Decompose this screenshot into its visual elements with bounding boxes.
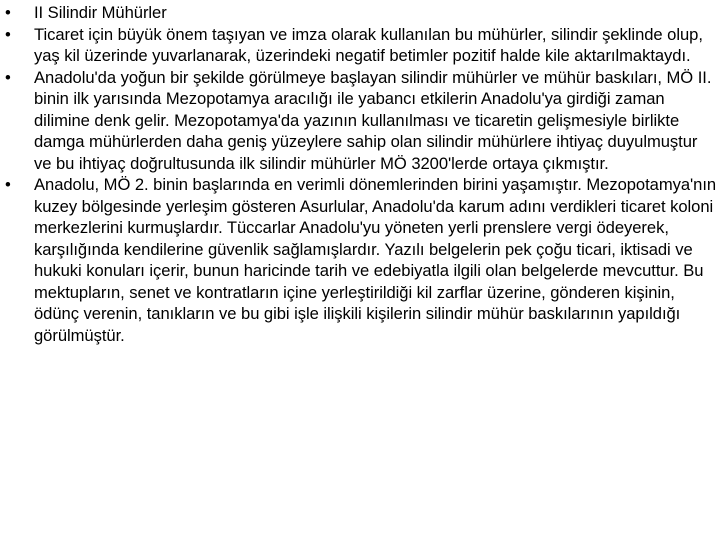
bullet-item-heading [0,2,718,24]
bullet-icon: • [5,67,11,87]
bullet-text: Anadolu'da yoğun bir şekilde görülmeye başlayan silindir mühürler ve mühür baskıları, MÖ II. binin ilk yarısında Mezopotamya aracılığı ile yabancı etkilerin Anadolu'ya girdiği zaman dilimine denk gelir. Mezopotamya'da yazının kullanılması ve ticaretin gelişmesiyle birlikte damga mühürlerden daha geniş yüzeylere sahip olan silindir mühürlere ihtiyaç duyulmuştur ve bu ihtiyaç doğrultusunda ilk silindir mühürler MÖ 3200'lerde ortaya çıkmıştır. [34,67,712,173]
bullet-item-anatolia-origin [0,67,718,175]
bullet-icon: • [5,175,11,194]
bullet-item-seal-description [0,24,718,67]
bullet-text: II Silindir Mühürler [34,3,167,22]
bullet-icon: • [5,24,11,44]
bullet-text: Anadolu, MÖ 2. binin başlarında en verimli dönemlerinden birini yaşamıştır. Mezopotamya'nın kuzey bölgesinde yerleşim gösteren Asurlular, Anadolu'da karum adını verdikleri ticaret koloni merkezlerini kurmuşlardır. Tüccarlar Anadolu'yu yöneten yerli prenslere vergi ödeyerek, karşılığında kendilerine güvenlik sağlamışlardır. Yazılı belgelerin pek çoğu ticari, iktisadi ve hukuki konuları içerir, bunun haricinde tarih ve edebiyatla ilgili olan belgelerde mevcuttur. Bu mektupların, senet ve kontratların içine yerleştirildiği kil zarflar üzerine, gönderen kişinin, ödünç verenin, tanıkların ve bu gibi işle ilişkili kişilerin silindir mühür baskılarının yapıldığı görülmüştür. [34,175,717,345]
bullet-text: Ticaret için büyük önem taşıyan ve imza olarak kullanılan bu mühürler, silindir şeklinde olup, yaş kil üzerinde yuvarlanarak, üzerindeki negatif betimler pozitif halde kile aktarılmaktaydı. [34,24,703,65]
bullet-icon: • [5,3,11,22]
bullet-list [0,2,718,346]
bullet-item-assyrian-trade [0,174,718,346]
